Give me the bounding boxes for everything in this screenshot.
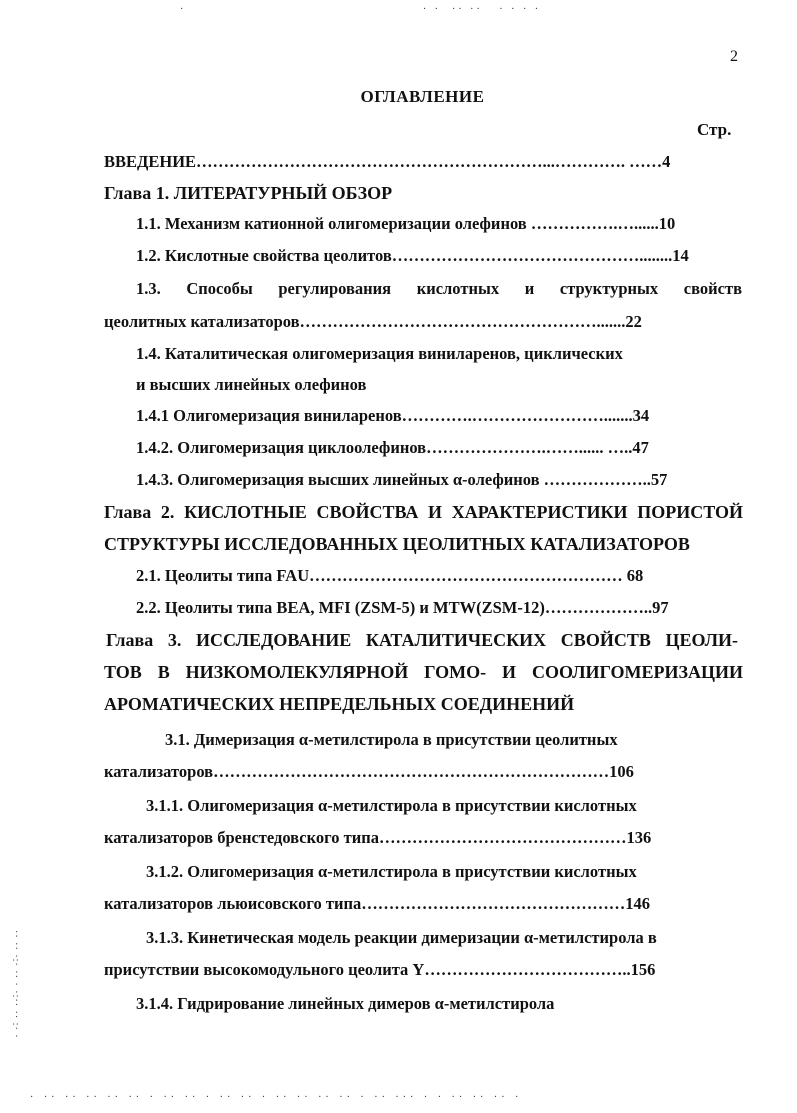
toc-entry-1-4-2: 1.4.2. Олигомеризация циклоолефинов………………….……...... …..47 [136,438,649,457]
toc-entry-1-4-1: 1.4.1 Олигомеризация виниларенов………….…………………….......34 [136,406,650,425]
scan-artifact: · · · ·· ·· · · · · [180,4,542,15]
toc-entry-3-1-4: 3.1.4. Гидрирование линейных димеров α-метилстирола [136,994,555,1013]
scan-artifact-bottom: · ·· ·· ·· ·· ·· · ·· ·· · ·· ·· · ·· ·· ·· ·· · ·· ··· · · ·· ·· ·· · [30,1092,523,1103]
toc-chapter-3-cont2: АРОМАТИЧЕСКИХ НЕПРЕДЕЛЬНЫХ СОЕДИНЕНИЙ [104,694,575,714]
toc-entry-3-1-2-cont: катализаторов льюисовского типа…………………………………………146 [104,894,650,913]
toc-entry-3-1-cont: катализаторов………………………………………………………………106 [104,762,634,781]
toc-entry-3-1-1: 3.1.1. Олигомеризация α-метилстирола в присутствии кислотных [146,796,637,815]
scan-artifact-left: ·· ·· ·:· ·· · ·:·· ·· :· · [10,930,21,1039]
toc-entry-3-1-3: 3.1.3. Кинетическая модель реакции димеризации α-метилстирола в [146,928,657,947]
toc-entry-1-2: 1.2. Кислотные свойства цеолитов………………………………………........14 [136,246,689,265]
toc-entry-3-1-1-cont: катализаторов бренстедовского типа………………………………………136 [104,828,652,847]
page-column-header: Стр. [697,120,732,139]
toc-entry-1-3: 1.3. Способы регулирования кислотных и структурных свойств [136,279,742,298]
toc-entry-1-4: 1.4. Каталитическая олигомеризация виниларенов, циклических [136,344,623,363]
toc-chapter-3-cont: ТОВ В НИЗКОМОЛЕКУЛЯРНОЙ ГОМО- И СООЛИГОМЕРИЗАЦИИ [104,662,743,682]
toc-entry-2-1: 2.1. Цеолиты типа FAU………………………………………………… 68 [136,566,644,585]
toc-entry-3-1: 3.1. Димеризация α-метилстирола в присутствии цеолитных [165,730,618,749]
toc-entry-1-4-3: 1.4.3. Олигомеризация высших линейных α-олефинов ………………..57 [136,470,668,489]
toc-entry-2-2: 2.2. Цеолиты типа ВЕА, MFI (ZSM-5) и MTW(ZSM-12)………………..97 [136,598,669,617]
toc-entry-introduction: ВВЕДЕНИЕ………………………………………………………...…………. ……4 [104,152,671,171]
toc-chapter-2-cont: СТРУКТУРЫ ИССЛЕДОВАННЫХ ЦЕОЛИТНЫХ КАТАЛИЗАТОРОВ [104,534,690,554]
toc-entry-1-1: 1.1. Механизм катионной олигомеризации олефинов …………….…......10 [136,214,676,233]
toc-entry-3-1-2: 3.1.2. Олигомеризация α-метилстирола в присутствии кислотных [146,862,637,881]
page-number: 2 [730,48,738,65]
toc-entry-1-4-cont: и высших линейных олефинов [136,375,367,394]
toc-entry-3-1-3-cont: присутствии высокомодульного цеолита Y………………………………..156 [104,960,656,979]
toc-entry-1-3-cont: цеолитных катализаторов……………………………………………….......22 [104,312,642,331]
page-title: ОГЛАВЛЕНИЕ [360,87,485,106]
toc-chapter-1: Глава 1. ЛИТЕРАТУРНЫЙ ОБЗОР [104,183,393,203]
toc-chapter-2: Глава 2. КИСЛОТНЫЕ СВОЙСТВА И ХАРАКТЕРИСТИКИ ПОРИСТОЙ [104,502,743,522]
toc-chapter-3: Глава 3. ИССЛЕДОВАНИЕ КАТАЛИТИЧЕСКИХ СВОЙСТВ ЦЕОЛИ- [106,630,738,650]
